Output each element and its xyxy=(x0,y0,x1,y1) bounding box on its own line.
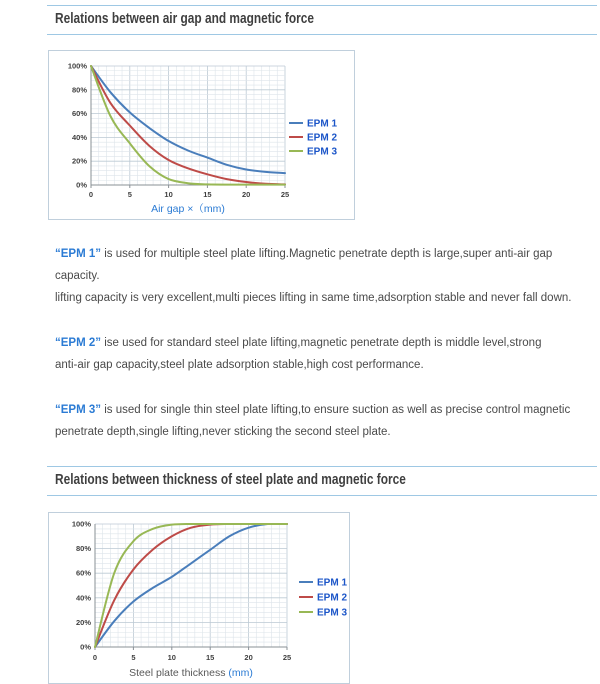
x-tick-label: 10 xyxy=(164,190,173,199)
section1-heading: Relations between air gap and magnetic force xyxy=(55,11,315,27)
x-tick-label: 20 xyxy=(244,653,253,662)
y-tick-label: 80% xyxy=(71,85,87,95)
epm2-description xyxy=(55,332,597,376)
series-epm-3 xyxy=(95,524,287,647)
x-tick-label: 20 xyxy=(242,190,251,199)
legend-item xyxy=(289,133,337,144)
x-tick-label: 0 xyxy=(88,190,94,199)
legend xyxy=(299,578,347,619)
x-tick-label: 15 xyxy=(206,653,215,662)
x-tick-label: 15 xyxy=(203,190,212,199)
thickness-chart xyxy=(48,512,350,684)
epm2-line2: anti-air gap capacity,steel plate adsorption stable,high cost performance. xyxy=(55,359,424,371)
x-tick-label: 25 xyxy=(282,653,292,662)
section2-header xyxy=(47,466,597,496)
y-tick-label: 40% xyxy=(75,593,91,603)
legend-item xyxy=(299,593,347,604)
y-tick-label: 100% xyxy=(71,519,91,529)
series-epm-1 xyxy=(95,524,287,647)
x-tick-label: 5 xyxy=(131,653,136,662)
epm1-description xyxy=(55,243,597,309)
epm2-term: “EPM 2” xyxy=(55,337,102,349)
legend-label: EPM 1 xyxy=(307,118,338,130)
air-gap-chart xyxy=(48,50,355,220)
legend-item xyxy=(299,578,347,589)
description-paragraphs xyxy=(47,243,597,443)
y-tick-label: 40% xyxy=(71,132,87,142)
y-tick-label: 60% xyxy=(75,568,91,578)
section1-header xyxy=(47,5,597,35)
legend-label: EPM 1 xyxy=(317,577,348,589)
x-tick-label: 5 xyxy=(127,190,132,199)
epm1-line1: is used for multiple steel plate lifting.Magnetic penetrate depth is large,super anti-air gap capacity. xyxy=(55,248,553,282)
legend-item xyxy=(289,119,337,130)
series-epm-2 xyxy=(95,524,287,647)
section2-heading: Relations between thickness of steel plate and magnetic force xyxy=(55,472,406,488)
epm3-description xyxy=(55,399,597,443)
series-epm-1 xyxy=(91,66,285,173)
axes xyxy=(91,66,285,188)
x-axis-title: Steel plate thickness (mm) xyxy=(129,667,253,679)
x-axis-ticks xyxy=(93,653,291,662)
series-epm-2 xyxy=(91,66,285,184)
epm3-term: “EPM 3” xyxy=(55,404,102,416)
legend-label: EPM 3 xyxy=(317,607,348,619)
grid xyxy=(95,524,287,647)
legend-label: EPM 2 xyxy=(307,132,338,144)
x-tick-label: 0 xyxy=(92,653,98,662)
y-tick-label: 60% xyxy=(71,109,87,119)
y-tick-label: 80% xyxy=(75,544,91,554)
legend-label: EPM 2 xyxy=(317,592,348,604)
y-axis-ticks xyxy=(68,62,88,190)
series-epm-3 xyxy=(91,66,285,185)
y-tick-label: 100% xyxy=(67,61,87,71)
y-tick-label: 0% xyxy=(76,180,87,190)
y-tick-label: 0% xyxy=(80,642,91,652)
thickness-chart-svg xyxy=(49,513,349,683)
air-gap-chart-svg xyxy=(49,51,354,219)
x-axis-title: Air gap ×（mm) xyxy=(151,203,225,215)
legend-item xyxy=(289,147,337,158)
y-tick-label: 20% xyxy=(75,617,91,627)
axes xyxy=(95,524,287,650)
epm1-line2: lifting capacity is very excellent,multi pieces lifting in same time,adsorption stable and never fall down. xyxy=(55,292,572,304)
epm3-line1: is used for single thin steel plate lifting,to ensure suction as well as precise control magnetic xyxy=(101,404,571,416)
y-axis-ticks xyxy=(72,520,92,652)
legend-label: EPM 3 xyxy=(307,146,338,158)
x-axis-ticks xyxy=(89,190,289,199)
legend-item xyxy=(299,608,347,619)
x-tick-label: 25 xyxy=(280,190,290,199)
legend xyxy=(289,119,337,158)
x-tick-label: 10 xyxy=(167,653,176,662)
epm1-term: “EPM 1” xyxy=(55,248,102,260)
y-tick-label: 20% xyxy=(71,156,87,166)
epm2-line1: ise used for standard steel plate lifting,magnetic penetrate depth is middle level,strong xyxy=(101,337,542,349)
grid xyxy=(91,66,285,185)
epm3-line2: penetrate depth,single lifting,never sticking the second steel plate. xyxy=(55,426,391,438)
